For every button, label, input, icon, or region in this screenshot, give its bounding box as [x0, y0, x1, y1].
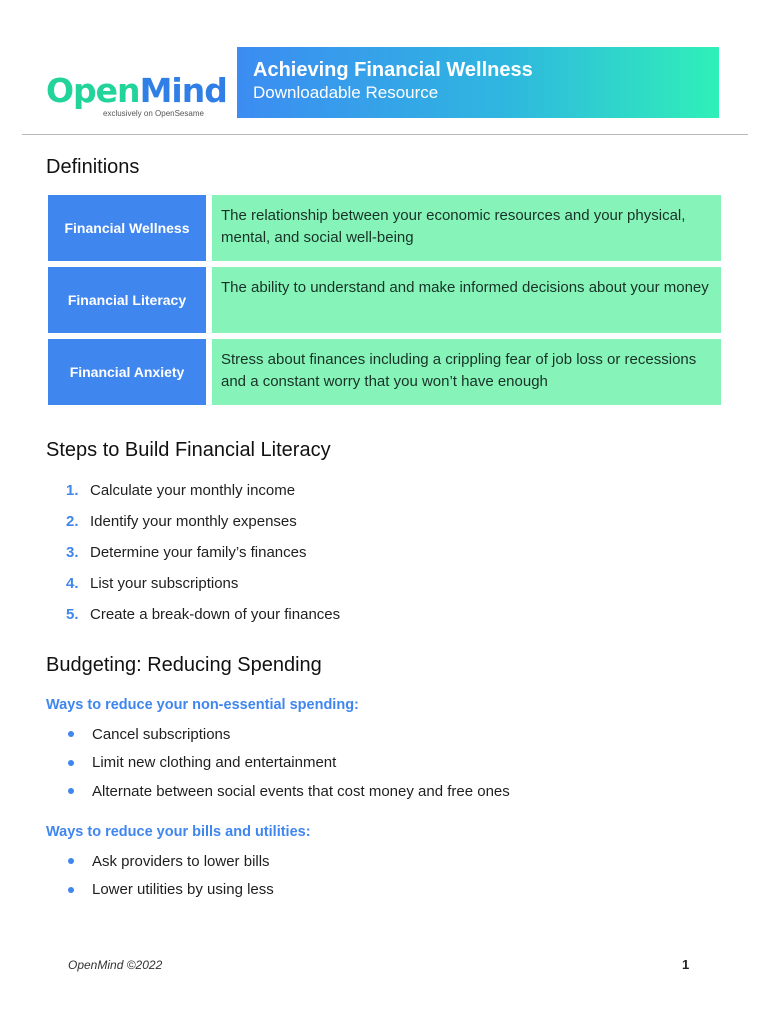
list-item — [66, 777, 510, 806]
step-item — [66, 537, 340, 568]
step-text: Identify your monthly expenses — [90, 513, 297, 530]
logo-mind-text: Mind — [139, 71, 227, 110]
list-item — [66, 876, 274, 905]
step-number: 1. — [66, 482, 79, 499]
step-item — [66, 475, 340, 506]
list-item — [66, 749, 510, 778]
openmind-logo — [46, 71, 227, 110]
step-text: List your subscriptions — [90, 575, 239, 592]
steps-list — [66, 475, 340, 630]
document-subtitle: Downloadable Resource — [253, 83, 439, 102]
document-title: Achieving Financial Wellness — [253, 59, 533, 81]
definition-row — [48, 339, 721, 405]
step-number: 4. — [66, 575, 79, 592]
header-divider — [22, 134, 748, 135]
bills-subheading: Ways to reduce your bills and utilities: — [46, 824, 311, 840]
list-item-text: Ask providers to lower bills — [92, 852, 270, 870]
bullet-icon — [68, 887, 74, 893]
definition-term: Financial Anxiety — [48, 339, 206, 405]
step-item — [66, 599, 340, 630]
step-number: 3. — [66, 544, 79, 561]
step-text: Create a break-down of your finances — [90, 606, 341, 623]
nonessential-subheading: Ways to reduce your non-essential spending: — [46, 697, 359, 713]
step-item — [66, 568, 340, 599]
step-item — [66, 506, 340, 537]
nonessential-list — [66, 720, 510, 806]
bullet-icon — [68, 788, 74, 794]
bullet-icon — [68, 731, 74, 737]
list-item-text: Cancel subscriptions — [92, 725, 231, 743]
definition-row — [48, 267, 721, 333]
definition-row — [48, 195, 721, 261]
definitions-heading: Definitions — [46, 156, 140, 178]
definition-description: The relationship between your economic resources and your physical, mental, and social well-being — [212, 195, 721, 261]
steps-heading: Steps to Build Financial Literacy — [46, 439, 331, 461]
list-item — [66, 720, 510, 749]
title-banner — [237, 47, 719, 118]
definition-term: Financial Literacy — [48, 267, 206, 333]
step-text: Determine your family’s finances — [90, 544, 307, 561]
step-number: 2. — [66, 513, 79, 530]
list-item — [66, 847, 274, 876]
step-number: 5. — [66, 606, 79, 623]
footer-copyright: OpenMind ©2022 — [68, 958, 163, 972]
step-text: Calculate your monthly income — [90, 482, 296, 499]
list-item-text: Lower utilities by using less — [92, 881, 274, 899]
list-item-text: Limit new clothing and entertainment — [92, 754, 337, 772]
budgeting-heading: Budgeting: Reducing Spending — [46, 654, 322, 676]
bullet-icon — [68, 858, 74, 864]
definition-term: Financial Wellness — [48, 195, 206, 261]
definition-description: Stress about finances including a crippling fear of job loss or recessions and a constant worry that you won’t have enough — [212, 339, 721, 405]
logo-open-text: Open — [46, 71, 140, 110]
definitions-table — [48, 195, 721, 411]
definition-description: The ability to understand and make informed decisions about your money — [212, 267, 721, 333]
bullet-icon — [68, 760, 74, 766]
logo-tagline: exclusively on OpenSesame — [103, 109, 204, 118]
page-number: 1 — [682, 957, 690, 972]
bills-list — [66, 847, 274, 904]
list-item-text: Alternate between social events that cost money and free ones — [92, 782, 510, 800]
